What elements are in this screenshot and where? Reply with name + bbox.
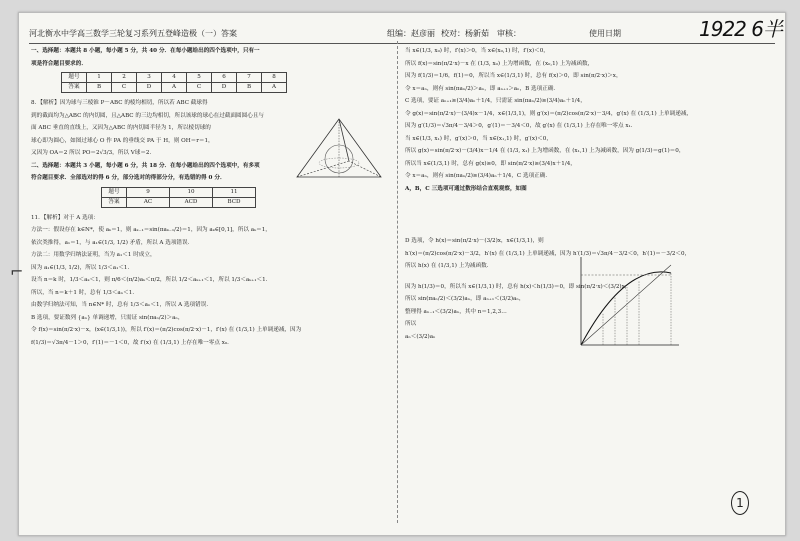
handwritten-note: 1922 6半 xyxy=(699,17,782,41)
text-line: 又因为 OA＝2 所以 PO＝2√3/3，所以 V球＝2． xyxy=(31,150,156,156)
answer-table-2 xyxy=(101,187,256,208)
table-cell: 1 xyxy=(87,73,112,83)
table-cell: 题号 xyxy=(62,73,87,83)
table-cell: 2 xyxy=(112,73,137,83)
text-line: aₙ＜(3/2)aₙ xyxy=(405,333,436,340)
text-line: 8．【解析】因为球与三棱锥 P－ABC 的棱均相切，所以若 ABC 截球得 xyxy=(31,100,208,106)
text-line: 设当 n＝k 时，1/3＜aₖ＜1，则 π/6＜(π/2)aₖ＜π/2，所以 1/2＜aₖ₊₁＜1，所以 1/3＜aₖ₊₁＜1． xyxy=(31,277,272,283)
table-cell: ACD xyxy=(170,197,213,207)
text-line: A，B，C 三选项可通过数形结合直观观察，如图 xyxy=(405,185,527,192)
section2-title: 二、选择题：本题共 3 小题，每小题 6 分，共 18 分．在每小题给出的四个选项中，有多项 xyxy=(31,162,260,169)
text-line: 当 x∈(1/3, x₁) 时，g′(x)＞0，当 x∈(x₁,1) 时，g′(x)＜0， xyxy=(405,135,552,142)
table-cell: B xyxy=(87,83,112,93)
text-line: 所以 g(x)＝sin(π/2·x)－(3/4)x－1/4 在 (1/3, x₁) 上为增函数，在 (x₁,1) 上为减函数，因为 g(1/3)＝g(1)＝0， xyxy=(405,148,685,154)
text-line: 到的截面均为△ABC 的内切圆，且△ABC 的三边均相切，所以该球的球心在过截面圆圆心且与 xyxy=(31,112,265,119)
text-line: 所以当 x∈(1/3,1) 时，总有 g(x)≥0，即 sin(π/2·x)≥(3/4)x＋1/4， xyxy=(405,160,576,167)
section1-title: 一、选择题：本题共 8 小题，每小题 5 分，共 40 分．在每小题给出的四个选项中，只有一 xyxy=(31,48,260,54)
page-title: 河北衡水中学高三数学三轮复习系列五登峰造极（一）答案 xyxy=(29,29,237,38)
text-line: 面 ABC 垂直的直线上，又因为△ABC 的内切圆半径为 1，所以棱切球的 xyxy=(31,125,211,131)
table-cell: C xyxy=(187,83,212,93)
table-cell: 6 xyxy=(212,73,237,83)
text-line: 方法一：假设存在 k∈N*，使 aₖ＝1，则 aₖ₋₁＝sin(πaₖ₋₁/2)＝1，因为 aₖ∈[0,1]，所以 aₖ＝1， xyxy=(31,227,271,233)
table-cell: B xyxy=(237,83,262,93)
text-line: 因为 h(1/3)＝0，所以当 x∈(1/3,1) 时，总有 h(x)＜h(1/3)＝0，即 sin(π/2·x)＜(3/2)x， xyxy=(405,283,631,290)
section1-title-cont: 项是符合题目要求的． xyxy=(31,60,87,67)
page-number-circle: 1 xyxy=(731,491,749,515)
text-line: 整理得 aₙ₋₁＜(3/2)aₙ，其中 n＝1,2,3… xyxy=(405,308,507,315)
text-line: h′(x)＝(π/2)cos(π/2·x)－3/2，h′(x) 在 (1/3,1) 上单调递减，因为 h′(1/3)＝√3π/4－3/2＜0，h′(1)＝－3/2＜0， xyxy=(405,250,691,257)
table-cell: 题号 xyxy=(102,187,127,197)
table-cell: 答案 xyxy=(62,83,87,93)
margin-mark: ⌐ xyxy=(10,262,24,281)
table-cell: BCD xyxy=(213,197,256,207)
table-cell: 8 xyxy=(262,73,287,83)
table-cell: 10 xyxy=(170,187,213,197)
table-cell: 7 xyxy=(237,73,262,83)
text-line: 所以 h(x) 在 (1/3,1) 上为减函数． xyxy=(405,263,493,269)
table-cell: 11 xyxy=(213,187,256,197)
table-cell: D xyxy=(137,83,162,93)
table-cell: D xyxy=(212,83,237,93)
text-line: C 选项，要证 aₙ₊₁≥(3/4)aₙ＋1/4，只需证 sin(πaₙ/2)≥(3/4)aₙ＋1/4， xyxy=(405,98,586,104)
table-cell: A xyxy=(262,83,287,93)
table-cell: 4 xyxy=(162,73,187,83)
answer-table-1 xyxy=(61,72,287,93)
text-line: D 选项，令 h(x)＝sin(π/2·x)－(3/2)x，x∈(1/3,1)，则 xyxy=(405,238,544,244)
right-column xyxy=(405,47,693,525)
editor-label: 组编：赵彦丽 xyxy=(387,29,435,38)
q8-solution xyxy=(31,99,291,158)
approver-label: 审核： xyxy=(497,29,521,38)
text-line: 11．【解析】对于 A 选项： xyxy=(31,214,99,221)
text-line: 因为 g′(1/3)＝√3π/4－3/4＞0，g′(1)＝－3/4＜0，故 g′(x) 在 (1/3,1) 上存在唯一零点 x₁． xyxy=(405,123,637,129)
answer-sheet-page xyxy=(18,12,786,536)
text-line: 令 x＝aₙ，则有 sin(πaₙ/2)＞aₙ，即 aₙ₊₁＞aₙ，B 选项正确． xyxy=(405,85,560,92)
reviewer-label: 校对：杨新茹 xyxy=(441,29,489,38)
text-line: f(1/3)＝√3π/4－1＞0，f′(1)＝－1＜0，故 f′(x) 在 (1/3,1) 上存在唯一零点 x₀． xyxy=(31,339,233,346)
text-line: 方法二：用数学归纳法证明，当为 a₁＜1 时成立， xyxy=(31,252,156,258)
text-line: 令 g(x)＝sin(π/2·x)－(3/4)x－1/4，x∈(1/3,1)，则 g′(x)＝(π/2)cos(π/2·x)－3/4，g′(x) 在 (1/3,1) 上单调递减， xyxy=(405,110,693,117)
text-line: 因为 a₁∈(1/3, 1/2)，所以 1/3＜a₁＜1． xyxy=(31,264,134,271)
date-label: 使用日期 xyxy=(589,29,621,38)
table-cell: A xyxy=(162,83,187,93)
text-line: 依次类推得，a₁＝1，与 a₁∈(1/3, 1/2) 矛盾，所以 A 选项错误． xyxy=(31,239,194,246)
text-line: 令 f(x)＝sin(π/2·x)－x，(x∈(1/3,1))，所以 f′(x)＝(π/2)cos(π/2·x)－1，f′(x) 在 (1/3,1) 上单调递减，因为 xyxy=(31,327,302,333)
text-line: 所以 f(x)＝sin(π/2·x)－x 在 (1/3, x₀) 上为增函数，在 (x₀,1) 上为减函数， xyxy=(405,60,594,67)
text-line: 所以，当 n＝k＋1 时，总有 1/3＜aₙ＜1． xyxy=(31,289,138,296)
table-cell: 5 xyxy=(187,73,212,83)
q11-solution xyxy=(31,214,391,348)
table-cell: C xyxy=(112,83,137,93)
text-line: 令 x＝aₙ，则有 sin(πaₙ/2)≥(3/4)aₙ＋1/4，C 选项正确． xyxy=(405,173,551,179)
table-cell: AC xyxy=(127,197,170,207)
section2-title-cont: 符合题目要求．全部选对的得 6 分，部分选对的得部分分，有选错的得 0 分． xyxy=(31,175,226,181)
text-line: 所以 xyxy=(405,321,417,327)
text-line: 由数学归纳法可知，当 n∈N* 时，总有 1/3＜aₙ＜1，所以 A 选项错误． xyxy=(31,302,212,308)
column-divider xyxy=(397,41,398,523)
text-line: 当 x∈(1/3, x₀) 时，f′(x)＞0，当 x∈(x₀,1) 时，f′(x)＜0， xyxy=(405,48,549,54)
function-graph-figure xyxy=(575,253,683,353)
page-header xyxy=(29,27,775,44)
table-cell: 9 xyxy=(127,187,170,197)
text-line: 球心即为圆心，如图过球心 O 作 PA 的垂线交 PA 于 H，则 OH＝r＝1， xyxy=(31,137,214,144)
text-line: 因为 f(1/3)＝1/6，f(1)＝0，所以当 x∈(1/3,1) 时，总有 f(x)＞0，即 sin(π/2·x)＞x， xyxy=(405,73,622,79)
table-cell: 答案 xyxy=(102,197,127,207)
tetrahedron-figure xyxy=(291,115,387,189)
text-line: B 选项，要证数列 {aₙ} 单调递增，只需证 sin(πaₙ/2)＞aₙ， xyxy=(31,314,184,321)
table-cell: 3 xyxy=(137,73,162,83)
text-line: 所以 sin(πaₙ/2)＜(3/2)aₙ，即 aₙ₊₁＜(3/2)aₙ， xyxy=(405,296,525,302)
